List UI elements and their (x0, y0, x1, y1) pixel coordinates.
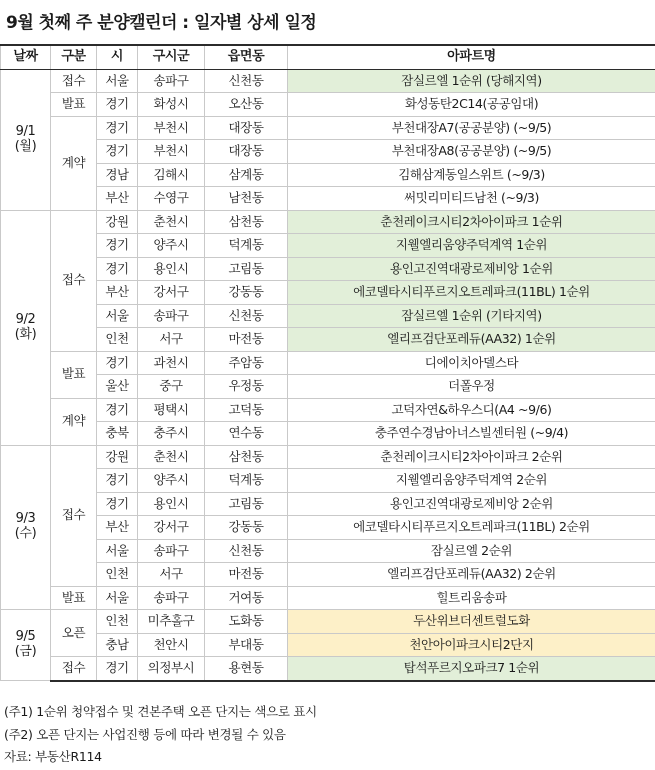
apartment-cell: 용인고진역대광로제비앙 2순위 (288, 492, 655, 516)
page-title: 9월 첫째 주 분양캘린더 : 일자별 상세 일정 (6, 13, 317, 33)
district-cell: 의정부시 (138, 657, 205, 681)
table-row (1, 69, 655, 93)
district-cell: 부천시 (138, 116, 205, 140)
city-cell: 경기 (97, 234, 138, 258)
city-cell: 경기 (97, 492, 138, 516)
table-row (1, 281, 655, 305)
header-city: 시 (97, 45, 138, 69)
town-cell: 주암동 (205, 351, 288, 375)
apartment-cell: 부천대장A8(공공분양) (~9/5) (288, 140, 655, 164)
apartment-cell: 잠실르엘 2순위 (288, 539, 655, 563)
apartment-cell: 에코델타시티푸르지오트레파크(11BL) 2순위 (288, 516, 655, 540)
table-row (1, 210, 655, 234)
town-cell: 삼천동 (205, 210, 288, 234)
town-cell: 삼천동 (205, 445, 288, 469)
apartment-cell: 에코델타시티푸르지오트레파크(11BL) 1순위 (288, 281, 655, 305)
town-cell: 고림동 (205, 492, 288, 516)
apartment-cell: 더폴우정 (288, 375, 655, 399)
district-cell: 양주시 (138, 469, 205, 493)
town-cell: 대장동 (205, 116, 288, 140)
city-cell: 강원 (97, 445, 138, 469)
town-cell: 연수동 (205, 422, 288, 446)
district-cell: 용인시 (138, 257, 205, 281)
category-cell: 계약 (51, 398, 97, 445)
city-cell: 부산 (97, 187, 138, 211)
apartment-cell: 잠실르엘 1순위 (기타지역) (288, 304, 655, 328)
city-cell: 서울 (97, 304, 138, 328)
district-cell: 화성시 (138, 93, 205, 117)
district-cell: 강서구 (138, 281, 205, 305)
city-cell: 부산 (97, 281, 138, 305)
date-value: 9/1 (15, 123, 36, 139)
town-cell: 고덕동 (205, 398, 288, 422)
city-cell: 경남 (97, 163, 138, 187)
district-cell: 평택시 (138, 398, 205, 422)
date-value: 9/5 (15, 629, 36, 645)
town-cell: 남천동 (205, 187, 288, 211)
date-cell (1, 610, 51, 681)
table-row (1, 469, 655, 493)
apartment-cell: 김해삼계동일스위트 (~9/3) (288, 163, 655, 187)
city-cell: 경기 (97, 116, 138, 140)
city-cell: 경기 (97, 351, 138, 375)
apartment-cell: 지웰엘리움양주덕계역 2순위 (288, 469, 655, 493)
table-row (1, 492, 655, 516)
category-cell: 발표 (51, 93, 97, 117)
town-cell: 부대동 (205, 633, 288, 657)
district-cell: 춘천시 (138, 445, 205, 469)
table-row (1, 257, 655, 281)
header-town: 읍면동 (205, 45, 288, 69)
date-value: 9/2 (15, 311, 36, 327)
town-cell: 강동동 (205, 516, 288, 540)
district-cell: 춘천시 (138, 210, 205, 234)
apartment-cell: 천안아이파크시티2단지 (288, 633, 655, 657)
category-cell: 접수 (51, 210, 97, 351)
district-cell: 송파구 (138, 304, 205, 328)
city-cell: 인천 (97, 610, 138, 634)
town-cell: 도화동 (205, 610, 288, 634)
city-cell: 서울 (97, 69, 138, 93)
city-cell: 울산 (97, 375, 138, 399)
district-cell: 김해시 (138, 163, 205, 187)
category-cell: 접수 (51, 657, 97, 681)
category-cell: 발표 (51, 351, 97, 398)
category-cell: 오픈 (51, 610, 97, 657)
district-cell: 서구 (138, 563, 205, 587)
city-cell: 강원 (97, 210, 138, 234)
town-cell: 우정동 (205, 375, 288, 399)
district-cell: 용인시 (138, 492, 205, 516)
apartment-cell: 춘천레이크시티2차아이파크 1순위 (288, 210, 655, 234)
table-row (1, 633, 655, 657)
apartment-cell: 용인고진역대광로제비앙 1순위 (288, 257, 655, 281)
table-row (1, 539, 655, 563)
table-row (1, 140, 655, 164)
city-cell: 경기 (97, 93, 138, 117)
table-row (1, 116, 655, 140)
apartment-cell: 충주연수경남아너스빌센터원 (~9/4) (288, 422, 655, 446)
table-row (1, 187, 655, 211)
district-cell: 미추홀구 (138, 610, 205, 634)
city-cell: 서울 (97, 539, 138, 563)
town-cell: 삼계동 (205, 163, 288, 187)
apartment-cell: 잠실르엘 1순위 (당해지역) (288, 69, 655, 93)
district-cell: 천안시 (138, 633, 205, 657)
table-row (1, 657, 655, 681)
table-row (1, 304, 655, 328)
town-cell: 용현동 (205, 657, 288, 681)
city-cell: 경기 (97, 469, 138, 493)
district-cell: 부천시 (138, 140, 205, 164)
apartment-cell: 고덕자연&하우스디(A4 ~9/6) (288, 398, 655, 422)
table-row (1, 586, 655, 610)
town-cell: 신천동 (205, 304, 288, 328)
district-cell: 충주시 (138, 422, 205, 446)
apartment-cell: 탑석푸르지오파크7 1순위 (288, 657, 655, 681)
district-cell: 수영구 (138, 187, 205, 211)
table-row (1, 93, 655, 117)
notes (4, 701, 317, 769)
town-cell: 거여동 (205, 586, 288, 610)
apartment-cell: 엘리프검단포레듀(AA32) 1순위 (288, 328, 655, 352)
city-cell: 서울 (97, 586, 138, 610)
apartment-cell: 지웰엘리움양주덕계역 1순위 (288, 234, 655, 258)
town-cell: 신천동 (205, 539, 288, 563)
date-weekday: (월) (14, 138, 37, 154)
district-cell: 양주시 (138, 234, 205, 258)
apartment-cell: 부천대장A7(공공분양) (~9/5) (288, 116, 655, 140)
table-row (1, 163, 655, 187)
town-cell: 고림동 (205, 257, 288, 281)
apartment-cell: 써밋리미티드남천 (~9/3) (288, 187, 655, 211)
table-row (1, 351, 655, 375)
city-cell: 충북 (97, 422, 138, 446)
header-apartment: 아파트명 (288, 45, 655, 69)
category-cell: 접수 (51, 69, 97, 93)
category-cell: 발표 (51, 586, 97, 610)
table-row (1, 516, 655, 540)
district-cell: 송파구 (138, 69, 205, 93)
town-cell: 덕계동 (205, 469, 288, 493)
apartment-cell: 두산위브더센트럴도화 (288, 610, 655, 634)
city-cell: 경기 (97, 140, 138, 164)
city-cell: 경기 (97, 398, 138, 422)
city-cell: 인천 (97, 563, 138, 587)
district-cell: 송파구 (138, 539, 205, 563)
city-cell: 인천 (97, 328, 138, 352)
town-cell: 신천동 (205, 69, 288, 93)
apartment-cell: 힐트리움송파 (288, 586, 655, 610)
apartment-cell: 엘리프검단포레듀(AA32) 2순위 (288, 563, 655, 587)
district-cell: 중구 (138, 375, 205, 399)
city-cell: 경기 (97, 657, 138, 681)
date-cell (1, 445, 51, 610)
district-cell: 강서구 (138, 516, 205, 540)
table-row (1, 398, 655, 422)
note-1: (주1) 1순위 청약접수 및 견본주택 오픈 단지는 색으로 표시 (4, 704, 317, 719)
city-cell: 부산 (97, 516, 138, 540)
date-value: 9/3 (15, 511, 36, 527)
date-weekday: (화) (14, 326, 37, 342)
table-row (1, 328, 655, 352)
town-cell: 마전동 (205, 563, 288, 587)
table-row (1, 422, 655, 446)
header-category: 구분 (51, 45, 97, 69)
header-date: 날짜 (1, 45, 51, 69)
source-note: 자료: 부동산R114 (4, 749, 102, 764)
table-row (1, 445, 655, 469)
header-district: 구시군 (138, 45, 205, 69)
city-cell: 충남 (97, 633, 138, 657)
table-row (1, 375, 655, 399)
category-cell: 계약 (51, 116, 97, 210)
date-weekday: (수) (14, 526, 37, 542)
district-cell: 서구 (138, 328, 205, 352)
date-weekday: (금) (14, 644, 37, 659)
schedule-table (0, 44, 655, 682)
town-cell: 강동동 (205, 281, 288, 305)
district-cell: 과천시 (138, 351, 205, 375)
town-cell: 대장동 (205, 140, 288, 164)
city-cell: 경기 (97, 257, 138, 281)
schedule-body (1, 69, 655, 681)
apartment-cell: 춘천레이크시티2차아이파크 2순위 (288, 445, 655, 469)
category-cell: 접수 (51, 445, 97, 586)
town-cell: 마전동 (205, 328, 288, 352)
header-row (1, 45, 655, 69)
note-2: (주2) 오픈 단지는 사업진행 등에 따라 변경될 수 있음 (4, 726, 286, 742)
district-cell: 송파구 (138, 586, 205, 610)
apartment-cell: 디에이치아델스타 (288, 351, 655, 375)
date-cell (1, 69, 51, 210)
table-row (1, 563, 655, 587)
apartment-cell: 화성동탄2C14(공공임대) (288, 93, 655, 117)
table-row (1, 610, 655, 634)
table-row (1, 234, 655, 258)
town-cell: 덕계동 (205, 234, 288, 258)
town-cell: 오산동 (205, 93, 288, 117)
date-cell (1, 210, 51, 445)
